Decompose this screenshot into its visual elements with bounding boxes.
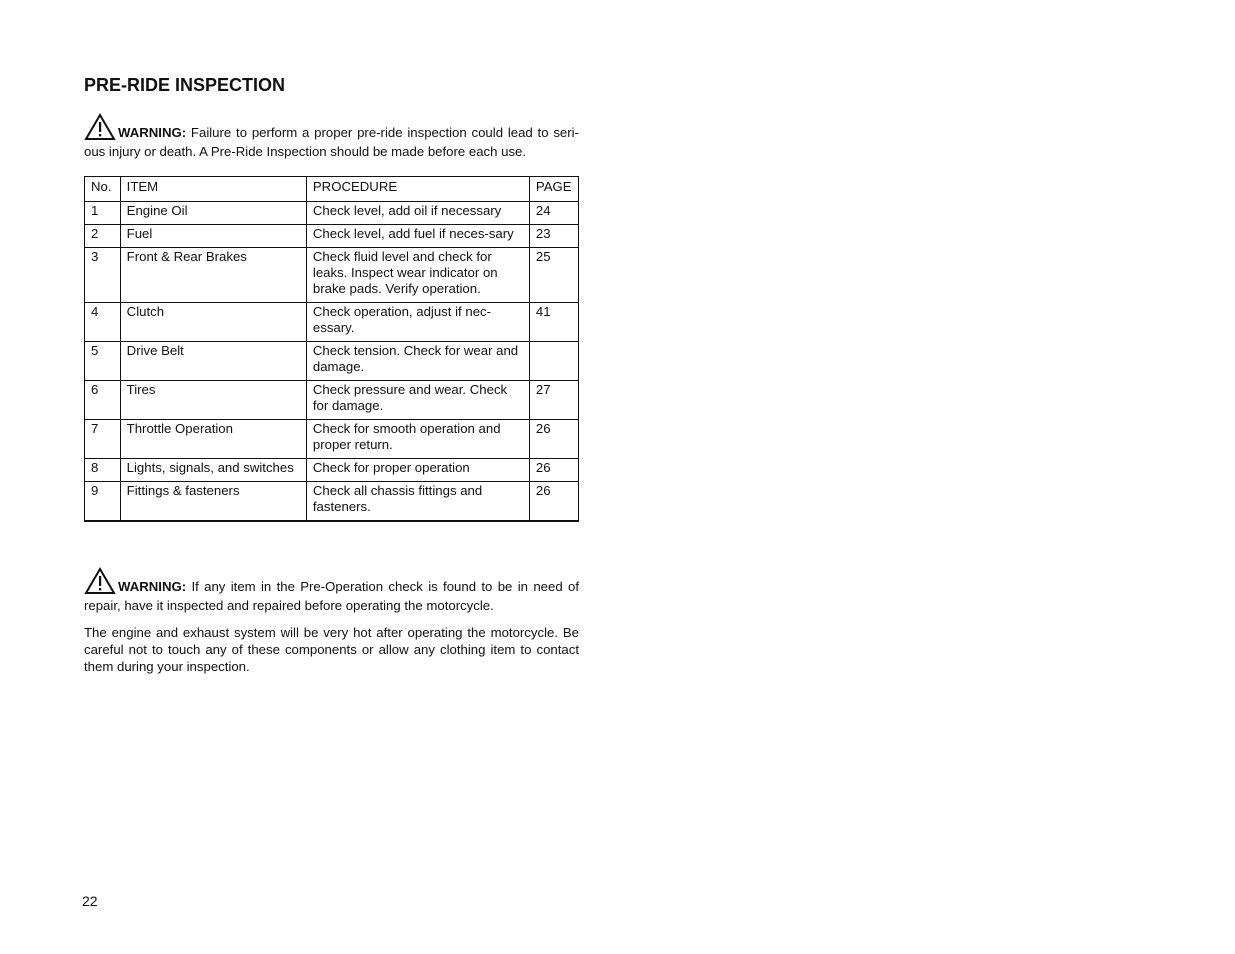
table-row	[85, 225, 579, 248]
row-no: 4	[85, 303, 121, 342]
row-no: 5	[85, 342, 121, 381]
warning-failure-inspection	[84, 113, 579, 161]
row-page: 27	[529, 381, 578, 420]
inspection-table	[84, 176, 579, 522]
row-procedure: Check tension. Check for wear and damage.	[306, 342, 529, 381]
page-number: 22	[82, 893, 98, 909]
warning-pre-operation	[84, 567, 579, 615]
hot-exhaust-note: The engine and exhaust system will be very hot after operating the motorcycle. Be careful not to touch any of these components or allow any clothing item to contact them during your inspection.	[84, 625, 579, 674]
table-row	[85, 482, 579, 522]
row-no: 7	[85, 420, 121, 459]
warning-label: WARNING:	[118, 579, 187, 594]
row-procedure: Check fluid level and check for leaks. Inspect wear indicator on brake pads. Verify operation.	[306, 248, 529, 303]
warning-triangle-icon	[84, 567, 116, 595]
row-page: 26	[529, 420, 578, 459]
row-page: 26	[529, 459, 578, 482]
warning-label: WARNING:	[118, 125, 187, 140]
row-procedure: Check pressure and wear. Check for damage.	[306, 381, 529, 420]
row-item: Throttle Operation	[120, 420, 306, 459]
row-no: 3	[85, 248, 121, 303]
header-page: PAGE	[529, 177, 578, 202]
table-row	[85, 342, 579, 381]
row-page: 26	[529, 482, 578, 522]
row-no: 2	[85, 225, 121, 248]
warning-text: If any item in the Pre-Operation check is found to be in need of repair, have it inspected and repaired before operating the motorcycle.	[84, 579, 579, 613]
row-page: 41	[529, 303, 578, 342]
row-item: Front & Rear Brakes	[120, 248, 306, 303]
row-item: Clutch	[120, 303, 306, 342]
table-row	[85, 248, 579, 303]
row-no: 8	[85, 459, 121, 482]
row-procedure: Check level, add fuel if neces-sary	[306, 225, 529, 248]
header-procedure: PROCEDURE	[306, 177, 529, 202]
page-title: PRE-RIDE INSPECTION	[84, 75, 286, 95]
row-procedure: Check operation, adjust if nec-essary.	[306, 303, 529, 342]
row-item: Drive Belt	[120, 342, 306, 381]
row-page	[529, 342, 578, 381]
warning-text: Failure to perform a proper pre-ride inspection could lead to seri-ous injury or death. A Pre-Ride Inspection should be made before each use.	[84, 125, 579, 159]
row-page: 23	[529, 225, 578, 248]
table-row	[85, 459, 579, 482]
header-no: No.	[85, 177, 121, 202]
row-item: Tires	[120, 381, 306, 420]
row-item: Engine Oil	[120, 202, 306, 225]
row-item: Lights, signals, and switches	[120, 459, 306, 482]
row-procedure: Check level, add oil if necessary	[306, 202, 529, 225]
row-no: 6	[85, 381, 121, 420]
row-page: 25	[529, 248, 578, 303]
table-header-row	[85, 177, 579, 202]
table-row	[85, 303, 579, 342]
header-item: ITEM	[120, 177, 306, 202]
warning-triangle-icon	[84, 113, 116, 141]
row-no: 1	[85, 202, 121, 225]
row-procedure: Check for smooth operation and proper return.	[306, 420, 529, 459]
row-procedure: Check for proper operation	[306, 459, 529, 482]
inspection-table-container	[84, 176, 579, 522]
row-procedure: Check all chassis fittings and fasteners.	[306, 482, 529, 522]
row-item: Fittings & fasteners	[120, 482, 306, 522]
table-row	[85, 381, 579, 420]
row-page: 24	[529, 202, 578, 225]
row-no: 9	[85, 482, 121, 522]
table-row	[85, 420, 579, 459]
row-item: Fuel	[120, 225, 306, 248]
table-row	[85, 202, 579, 225]
